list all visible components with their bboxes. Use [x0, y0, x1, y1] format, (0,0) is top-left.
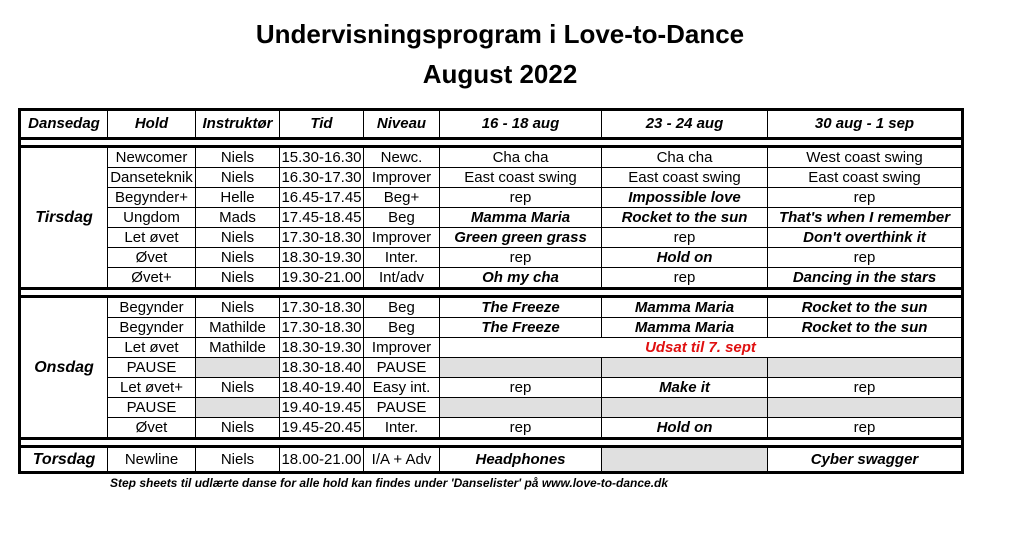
instructor-cell: [196, 358, 280, 378]
dance-cell: [602, 447, 768, 473]
dance-cell: rep: [440, 378, 602, 398]
table-row: [20, 418, 963, 439]
time-cell: 18.30-19.30: [281, 338, 362, 356]
dance-cell: rep: [602, 268, 768, 289]
table-row: [20, 358, 963, 378]
table-row: [20, 188, 963, 208]
team-cell: Øvet: [108, 248, 196, 268]
page-title: Undervisningsprogram i Love-to-Dance: [255, 19, 745, 49]
dance-cell: Cha cha: [602, 147, 768, 168]
dance-cell: Don't overthink it: [768, 228, 963, 248]
dance-cell: rep: [768, 248, 963, 268]
dance-cell: Green green grass: [440, 228, 602, 248]
time-cell: 18.40-19.40: [281, 378, 362, 396]
day-cell: Torsdag: [20, 447, 108, 473]
time-cell: 18.30-19.30: [281, 248, 362, 266]
time-cell: 17.30-18.30: [281, 228, 362, 246]
dance-cell: [768, 398, 963, 418]
header-cell: Tid: [280, 110, 364, 139]
dance-cell: East coast swing: [602, 168, 768, 188]
table-row: [20, 208, 963, 228]
team-cell: PAUSE: [108, 398, 196, 418]
separator: [20, 139, 963, 147]
time-cell: 16.30-17.30: [281, 168, 362, 186]
instructor-cell: Mads: [196, 208, 280, 228]
level-cell: Inter.: [364, 248, 440, 268]
dance-cell: Make it: [602, 378, 768, 398]
team-cell: Let øvet: [108, 338, 196, 358]
team-cell: Let øvet: [108, 228, 196, 248]
separator: [20, 289, 963, 297]
dance-cell: Rocket to the sun: [768, 318, 963, 338]
level-cell: Beg: [364, 297, 440, 318]
postponed-cell: Udsat til 7. sept: [440, 338, 963, 358]
dance-cell: rep: [440, 188, 602, 208]
instructor-cell: Niels: [196, 378, 280, 398]
dance-cell: Rocket to the sun: [768, 297, 963, 318]
footnote: Step sheets til udlærte danse for alle hold kan findes under 'Danselister' på www.love-to-dance.dk: [110, 476, 669, 490]
table-row: [20, 168, 963, 188]
dance-cell: [602, 358, 768, 378]
time-cell: 16.45-17.45: [281, 188, 362, 206]
team-cell: Newline: [108, 447, 196, 473]
dance-cell: Headphones: [440, 447, 602, 473]
separator-row: [20, 439, 963, 447]
team-cell: Newcomer: [108, 147, 196, 168]
page-subtitle: August 2022: [422, 59, 578, 89]
instructor-cell: Niels: [196, 168, 280, 188]
time-cell: 18.00-21.00: [280, 447, 364, 473]
dance-cell: East coast swing: [768, 168, 963, 188]
level-cell: PAUSE: [364, 358, 440, 378]
dance-cell: [440, 358, 602, 378]
dance-cell: The Freeze: [440, 297, 602, 318]
level-cell: Inter.: [364, 418, 440, 439]
dance-cell: Cha cha: [440, 147, 602, 168]
team-cell: Danseteknik: [108, 168, 196, 188]
header-cell: 16 - 18 aug: [440, 110, 602, 139]
table-row: [20, 248, 963, 268]
dance-cell: rep: [440, 418, 602, 439]
header-cell: Instruktør: [196, 110, 280, 139]
level-cell: Easy int.: [364, 378, 440, 398]
dance-cell: rep: [602, 228, 768, 248]
time-cell: 17.30-18.30: [281, 318, 362, 336]
dance-cell: That's when I remember: [768, 208, 963, 228]
dance-cell: [768, 358, 963, 378]
team-cell: Øvet+: [108, 268, 196, 289]
level-cell: Improver: [364, 338, 440, 358]
dance-cell: rep: [768, 378, 963, 398]
instructor-cell: Niels: [196, 268, 280, 289]
day-cell: Onsdag: [20, 297, 108, 439]
dance-cell: Oh my cha: [440, 268, 602, 289]
level-cell: Beg+: [364, 188, 440, 208]
level-cell: Int/adv: [364, 268, 440, 289]
dance-cell: West coast swing: [768, 147, 963, 168]
dance-cell: Cyber swagger: [768, 447, 963, 473]
table-row: [20, 318, 963, 338]
team-cell: Ungdom: [108, 208, 196, 228]
dance-cell: Mamma Maria: [440, 208, 602, 228]
header-cell: Dansedag: [20, 110, 108, 139]
separator: [20, 439, 963, 447]
instructor-cell: Niels: [196, 147, 280, 168]
dance-cell: Dancing in the stars: [768, 268, 963, 289]
level-cell: I/A + Adv: [364, 447, 440, 473]
separator-row: [20, 139, 963, 147]
dance-cell: rep: [440, 248, 602, 268]
dance-cell: Hold on: [602, 248, 768, 268]
instructor-cell: Mathilde: [196, 318, 280, 338]
schedule-table: [18, 108, 964, 474]
dance-cell: Impossible love: [602, 188, 768, 208]
time-cell: 19.40-19.45: [281, 398, 362, 416]
header-row: [20, 110, 963, 139]
dance-cell: The Freeze: [440, 318, 602, 338]
header-cell: 23 - 24 aug: [602, 110, 768, 139]
table-row: [20, 447, 963, 473]
dance-cell: Rocket to the sun: [602, 208, 768, 228]
time-cell: 18.30-18.40: [281, 358, 362, 376]
time-cell: 19.30-21.00: [280, 268, 364, 289]
level-cell: Newc.: [364, 147, 440, 168]
separator-row: [20, 289, 963, 297]
instructor-cell: [196, 398, 280, 418]
dance-cell: Mamma Maria: [602, 318, 768, 338]
day-cell: Tirsdag: [20, 147, 108, 289]
instructor-cell: Niels: [196, 297, 280, 318]
level-cell: Beg: [364, 208, 440, 228]
header-cell: Hold: [108, 110, 196, 139]
table-row: [20, 378, 963, 398]
level-cell: Improver: [364, 228, 440, 248]
dance-cell: [440, 398, 602, 418]
team-cell: Begynder: [108, 318, 196, 338]
dance-cell: Hold on: [602, 418, 768, 439]
header-cell: 30 aug - 1 sep: [768, 110, 963, 139]
team-cell: Begynder: [108, 297, 196, 318]
level-cell: PAUSE: [364, 398, 440, 418]
table-row: [20, 297, 963, 318]
time-cell: 17.45-18.45: [281, 208, 362, 226]
instructor-cell: Niels: [196, 228, 280, 248]
team-cell: Øvet: [108, 418, 196, 439]
time-cell: 17.30-18.30: [281, 298, 362, 316]
table-row: [20, 228, 963, 248]
instructor-cell: Niels: [196, 447, 280, 473]
level-cell: Beg: [364, 318, 440, 338]
instructor-cell: Helle: [196, 188, 280, 208]
header-cell: Niveau: [364, 110, 440, 139]
dance-cell: Mamma Maria: [602, 297, 768, 318]
dance-cell: rep: [768, 188, 963, 208]
team-cell: Begynder+: [108, 188, 196, 208]
instructor-cell: Mathilde: [196, 338, 280, 358]
time-cell: 15.30-16.30: [281, 148, 362, 166]
dance-cell: rep: [768, 418, 963, 439]
dance-cell: [602, 398, 768, 418]
table-row: [20, 338, 963, 358]
team-cell: Let øvet+: [108, 378, 196, 398]
instructor-cell: Niels: [196, 418, 280, 439]
table-row: [20, 398, 963, 418]
table-row: [20, 268, 963, 289]
dance-cell: East coast swing: [440, 168, 602, 188]
level-cell: Improver: [364, 168, 440, 188]
instructor-cell: Niels: [196, 248, 280, 268]
table-row: [20, 147, 963, 168]
time-cell: 19.45-20.45: [280, 418, 364, 439]
team-cell: PAUSE: [108, 358, 196, 378]
